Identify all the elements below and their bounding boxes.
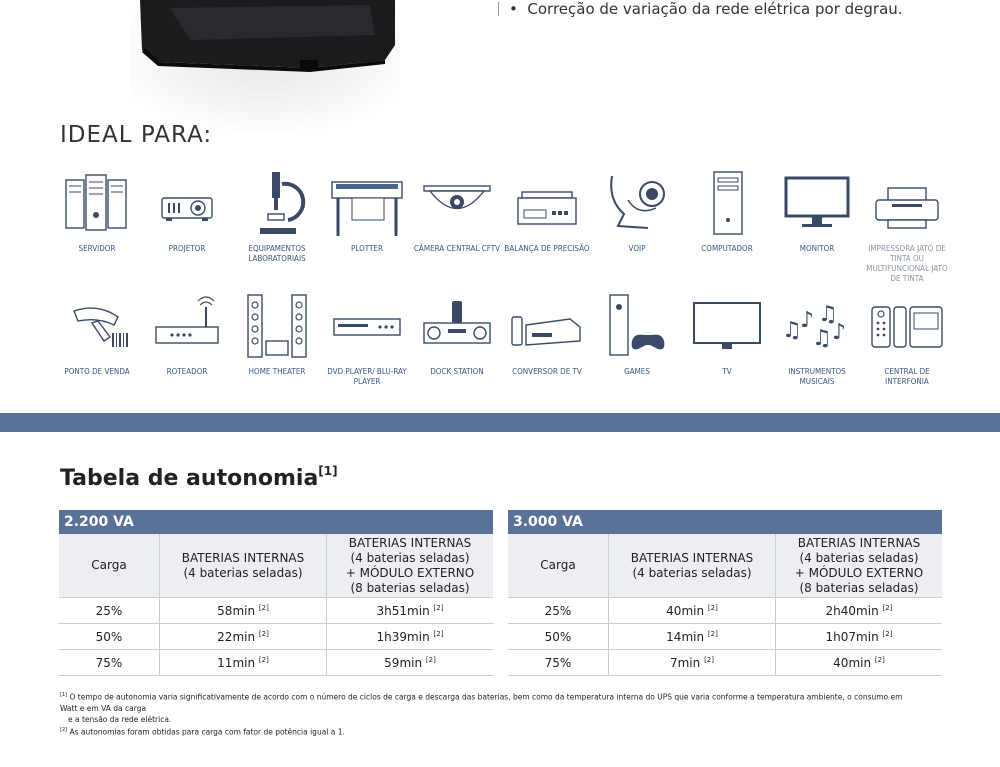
icon-cell-servidor	[52, 170, 142, 293]
icon-cell-home-theater	[232, 293, 322, 416]
tv-converter-icon	[508, 293, 586, 359]
icon-label: TV	[722, 367, 732, 376]
cctv-camera-icon	[418, 170, 496, 236]
bullet-symbol: •	[509, 0, 518, 18]
icon-label: ROTEADOR	[166, 367, 208, 376]
icon-cell-laboratorio	[232, 170, 322, 293]
printer-icon	[868, 170, 946, 236]
icon-cell-dock	[412, 293, 502, 416]
ups-product-photo	[130, 0, 400, 140]
dock-station-icon	[418, 293, 496, 359]
icon-label: EQUIPAMENTOS LABORATORIAIS	[248, 244, 306, 263]
icon-cell-instrumentos	[772, 293, 862, 416]
icon-cell-ponto-venda	[52, 293, 142, 416]
col-external: BATERIAS INTERNAS (4 baterias seladas) + MÓDULO EXTERNO (8 baterias seladas)	[327, 534, 494, 598]
icon-cell-projetor	[142, 170, 232, 293]
icon-label: MONITOR	[799, 244, 835, 253]
icon-cell-plotter	[322, 170, 412, 293]
section-divider-band	[0, 413, 1000, 432]
router-icon	[148, 293, 226, 359]
svg-text:♪: ♪	[832, 320, 847, 345]
table-header-row	[508, 534, 942, 598]
icon-label: CONVERSOR DE TV	[512, 367, 582, 376]
icon-label: COMPUTADOR	[701, 244, 753, 253]
ideal-title: IDEAL PARA:	[60, 122, 213, 148]
svg-text:♫: ♫	[782, 318, 802, 343]
autonomy-title	[60, 466, 338, 491]
divider	[498, 2, 499, 16]
icon-cell-balanca	[502, 170, 592, 293]
table-header-row	[59, 534, 493, 598]
col-internal: BATERIAS INTERNAS (4 baterias seladas)	[609, 534, 776, 598]
computer-tower-icon	[688, 170, 766, 236]
icon-label: PONTO DE VENDA	[64, 367, 130, 376]
icon-label: HOME THEATER	[248, 367, 306, 376]
footnote-1-cont: e a tensão da rede elétrica.	[68, 714, 172, 724]
icon-label: BALANÇA DE PRECISÃO	[504, 244, 590, 253]
footnotes	[60, 690, 920, 737]
svg-text:♪: ♪	[800, 308, 815, 333]
svg-text:♫: ♫	[812, 326, 832, 351]
table-row: 25% 40min [2] 2h40min [2]	[508, 598, 942, 624]
autonomy-title-text: Tabela de autonomia	[60, 466, 319, 491]
icon-cell-camera	[412, 170, 502, 293]
autonomy-table-3000	[508, 510, 942, 676]
col-carga: Carga	[59, 534, 160, 598]
ideal-icon-grid	[52, 170, 952, 416]
icon-cell-voip	[592, 170, 682, 293]
icon-cell-roteador	[142, 293, 232, 416]
icon-label: PROJETOR	[168, 244, 206, 253]
server-icon	[58, 170, 136, 236]
feature-bullet	[498, 0, 903, 18]
table-row: 50% 14min [2] 1h07min [2]	[508, 624, 942, 650]
projector-icon	[148, 170, 226, 236]
icon-cell-tv	[682, 293, 772, 416]
plotter-icon	[328, 170, 406, 236]
icon-cell-conversor	[502, 293, 592, 416]
tv-icon	[688, 293, 766, 359]
autonomy-table-2200	[59, 510, 493, 676]
icon-label: INSTRUMENTOS MUSICAIS	[788, 367, 846, 386]
scale-icon	[508, 170, 586, 236]
footnote-1: [1] O tempo de autonomia varia significativamente de acordo com o número de ciclos de carga e descarga das baterias, bem como da temperatura interna do UPS que varia conforme a temperatura ambiente, o consumo em Watt e em VA da carga	[60, 692, 903, 713]
table-model: 2.200 VA	[59, 510, 493, 534]
home-theater-icon	[238, 293, 316, 359]
icon-label: CENTRAL DE INTERFONIA	[884, 367, 930, 386]
voip-headset-icon	[598, 170, 676, 236]
table-row: 25% 58min [2] 3h51min [2]	[59, 598, 493, 624]
col-external: BATERIAS INTERNAS (4 baterias seladas) + MÓDULO EXTERNO (8 baterias seladas)	[776, 534, 943, 598]
music-notes-icon	[778, 293, 856, 359]
icon-cell-impressora	[862, 170, 952, 293]
icon-row-1	[52, 170, 952, 293]
icon-cell-interfonia	[862, 293, 952, 416]
svg-text:♫: ♫	[818, 302, 838, 327]
icon-label: PLOTTER	[351, 244, 383, 253]
icon-label: IMPRESSORA JATO DE TINTA OU MULTIFUNCIONAL JATO DE TINTA	[866, 244, 948, 283]
icon-label: SERVIDOR	[78, 244, 116, 253]
icon-label: DOCK STATION	[430, 367, 484, 376]
autonomy-title-ref: [1]	[318, 464, 338, 478]
icon-label: CÂMERA CENTRAL CFTV	[413, 244, 501, 253]
table-row: 75% 11min [2] 59min [2]	[59, 650, 493, 676]
table-model: 3.000 VA	[508, 510, 942, 534]
game-console-icon	[598, 293, 676, 359]
icon-cell-monitor	[772, 170, 862, 293]
bullet-text: Correção de variação da rede elétrica por degrau.	[527, 0, 903, 18]
barcode-scanner-icon	[58, 293, 136, 359]
table-row: 75% 7min [2] 40min [2]	[508, 650, 942, 676]
icon-cell-games	[592, 293, 682, 416]
table-row: 50% 22min [2] 1h39min [2]	[59, 624, 493, 650]
icon-cell-dvd	[322, 293, 412, 416]
icon-label: GAMES	[624, 367, 650, 376]
col-carga: Carga	[508, 534, 609, 598]
icon-label: VOIP	[628, 244, 646, 253]
icon-cell-computador	[682, 170, 772, 293]
intercom-icon	[868, 293, 946, 359]
monitor-icon	[778, 170, 856, 236]
col-internal: BATERIAS INTERNAS (4 baterias seladas)	[160, 534, 327, 598]
icon-row-2	[52, 293, 952, 416]
icon-label: DVD PLAYER/ BLU-RAY PLAYER	[327, 367, 407, 386]
footnote-2: [2] As autonomias foram obtidas para carga com fator de potência igual a 1.	[60, 726, 345, 736]
microscope-icon	[238, 170, 316, 236]
dvd-player-icon	[328, 293, 406, 359]
